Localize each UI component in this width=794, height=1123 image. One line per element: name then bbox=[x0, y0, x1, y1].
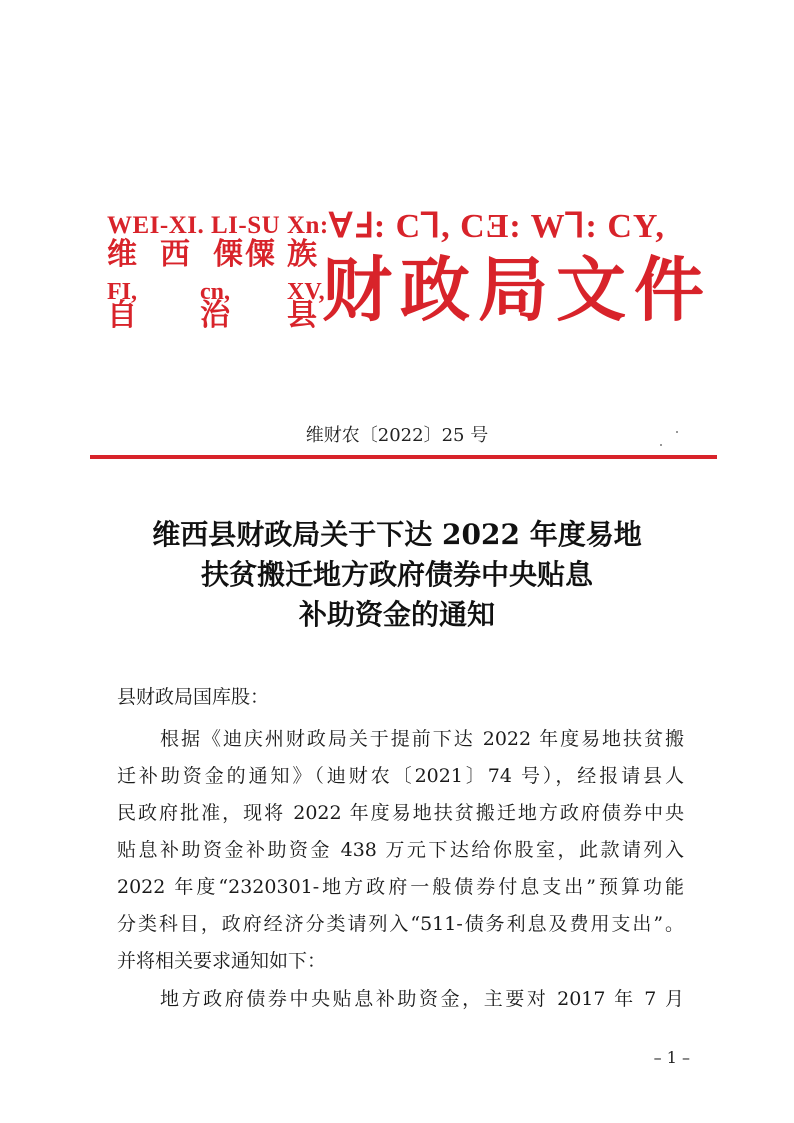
letterhead-cn-row4-char: 县 bbox=[287, 298, 317, 333]
letterhead-cn-row4-char: 治 bbox=[200, 298, 230, 333]
body-line: 2022 年度“2320301-地方政府一般债券付息支出”预算功能 bbox=[117, 876, 684, 898]
body-line: 贴息补助资金补助资金 438 万元下达给你股室，此款请列入 bbox=[117, 839, 684, 861]
page-number: – 1 – bbox=[653, 1048, 690, 1067]
body-line: 民政府批准，现将 2022 年度易地扶贫搬迁地方政府债券中央 bbox=[117, 802, 684, 824]
letterhead-cn-row1-char: 僳 bbox=[245, 237, 275, 272]
scan-speck bbox=[676, 431, 678, 433]
addressee: 县财政局国库股： bbox=[117, 686, 270, 708]
letterhead-cn-row1-char: 维 bbox=[107, 237, 137, 272]
letterhead-roman-row3: FI, bbox=[107, 279, 137, 305]
letterhead-roman-right: ꓯꓞ: Cꓶ, CƎ: Wꓶ: CY, bbox=[329, 208, 665, 245]
red-divider-line bbox=[90, 455, 717, 459]
body-line: 并将相关要求通知如下： bbox=[117, 950, 327, 972]
letterhead-roman-left: WEI-XI. LI-SU Xn: bbox=[107, 212, 329, 239]
letterhead-roman-row3: cn, bbox=[200, 279, 230, 305]
scan-speck bbox=[660, 444, 662, 446]
letterhead-bureau-title: 财政局文件 bbox=[322, 248, 712, 331]
title-line: 维西县财政局关于下达 2022 年度易地 bbox=[152, 518, 642, 551]
letterhead-roman-row3: XV, bbox=[287, 279, 325, 305]
title-line: 补助资金的通知 bbox=[298, 598, 495, 631]
document-number: 维财农〔2022〕25 号 bbox=[305, 425, 489, 446]
body-line: 迁补助资金的通知》（迪财农〔2021〕74 号），经报请县人 bbox=[117, 765, 684, 787]
body-line: 根据《迪庆州财政局关于提前下达 2022 年度易地扶贫搬 bbox=[160, 728, 684, 750]
letterhead-cn-row1-char: 西 bbox=[160, 237, 190, 272]
body-line: 分类科目，政府经济分类请列入“511-债务利息及费用支出”。 bbox=[117, 913, 684, 935]
letterhead-cn-row4-char: 自 bbox=[107, 298, 137, 333]
body-line: 地方政府债券中央贴息补助资金，主要对 2017 年 7 月 bbox=[160, 988, 684, 1010]
letterhead-cn-row1-char: 族 bbox=[287, 237, 317, 272]
title-line: 扶贫搬迁地方政府债券中央贴息 bbox=[200, 558, 593, 591]
letterhead-cn-row1-char: 傈 bbox=[213, 237, 243, 272]
